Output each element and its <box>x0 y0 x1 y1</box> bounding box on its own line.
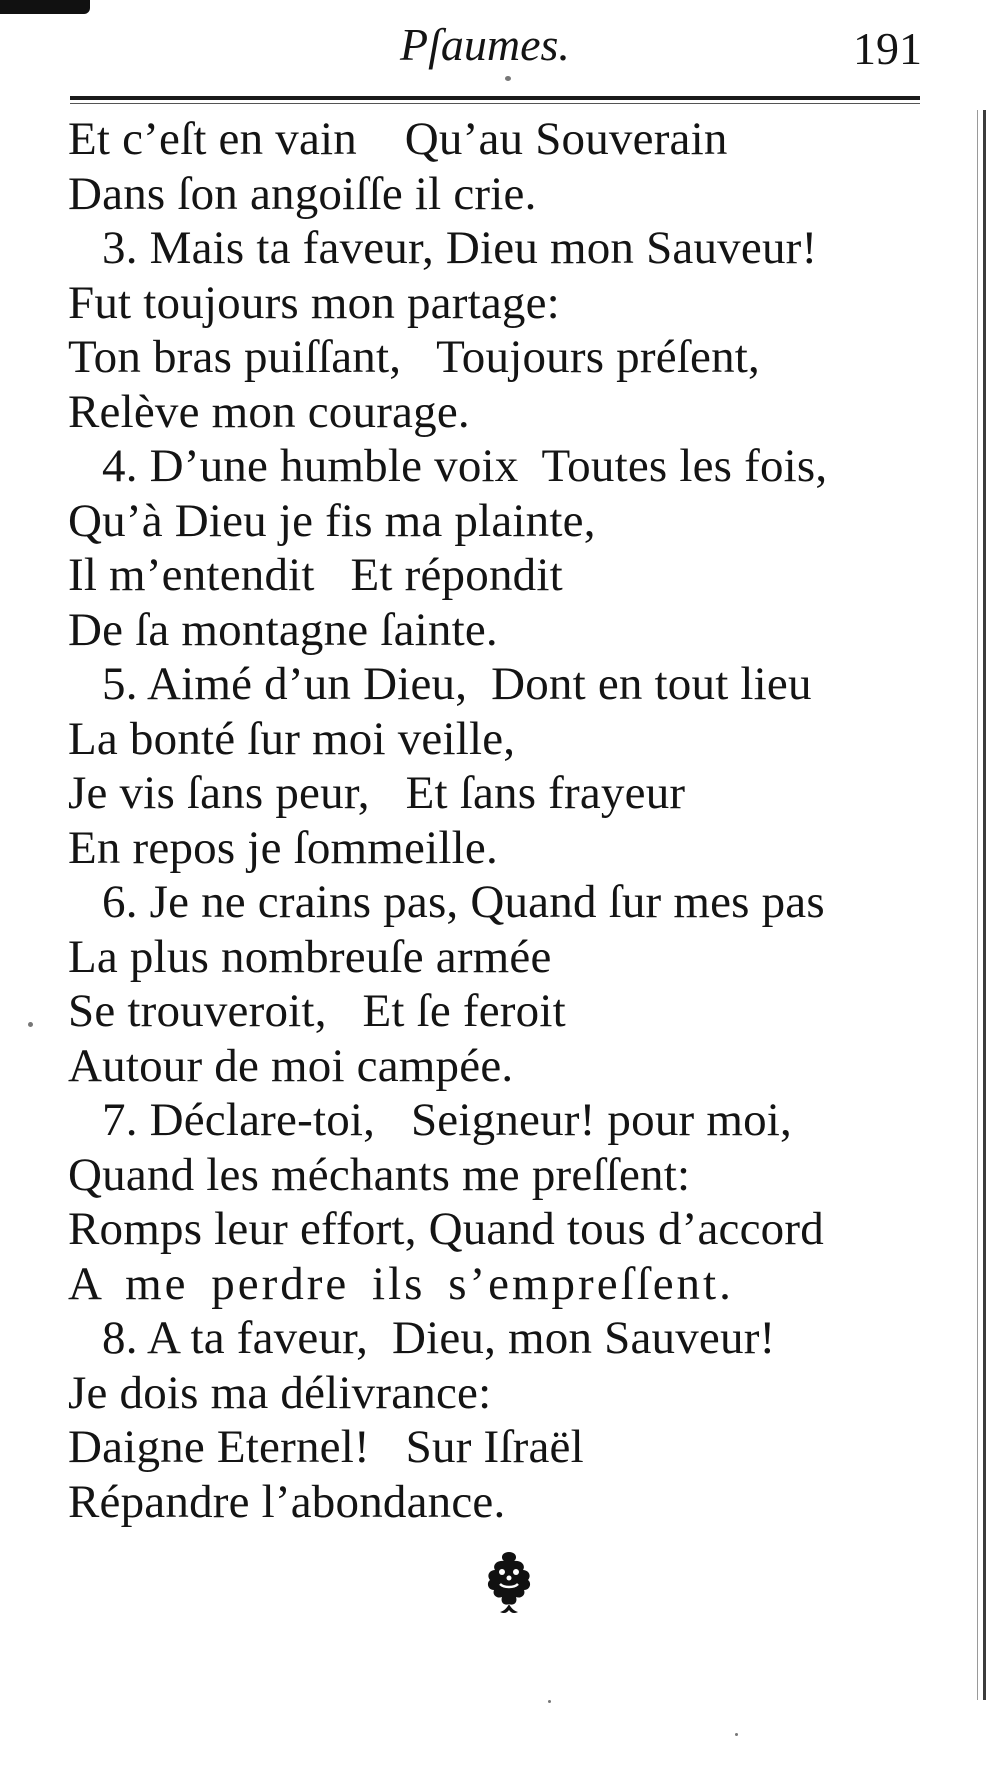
stanza-first-line: 6. Je ne crains pas, Quand ſur mes pas <box>102 876 825 928</box>
verse-line: Daigne Eternel! Sur Iſraël <box>68 1421 584 1473</box>
paper-speck <box>548 1700 551 1703</box>
page-edge-line-thin <box>977 110 978 1700</box>
verse-line: Relève mon courage. <box>68 385 470 438</box>
stanza-first-line: 7. Déclare-toi, Seigneur! pour moi, <box>102 1094 793 1146</box>
verse-line: La bonté ſur moi veille, <box>68 712 516 765</box>
verse-line: Qu’à Dieu je fis ma plainte, <box>68 494 596 547</box>
stanza-first-line: 4. D’une humble voix Toutes les fois, <box>102 440 828 492</box>
page-corner-mark <box>0 0 90 14</box>
header-rule-thin <box>70 103 920 104</box>
verse-line: Romps leur effort, Quand tous d’accord <box>68 1203 824 1255</box>
fleuron-icon <box>480 1548 538 1618</box>
paper-speck <box>735 1733 738 1736</box>
page-number: 191 <box>853 23 922 74</box>
verse-line: Se trouveroit, Et ſe feroit <box>68 985 566 1037</box>
fleuron-icon-svg <box>480 1548 538 1618</box>
stanza-first-line: 5. Aimé d’un Dieu, Dont en tout lieu <box>102 658 812 710</box>
psalm-verse-text <box>68 112 938 1529</box>
page-edge-line <box>983 110 986 1700</box>
verse-line: A me perdre ils s’empreſſent. <box>68 1257 734 1310</box>
verse-line: Fut toujours mon partage: <box>68 276 560 329</box>
verse-line: En repos je ſommeille. <box>68 821 498 874</box>
verse-line: Répandre l’abondance. <box>68 1475 506 1528</box>
verse-line: La plus nombreuſe armée <box>68 930 552 983</box>
stanza-first-line: 3. Mais ta faveur, Dieu mon Sauveur! <box>102 222 818 274</box>
verse-line: De ſa montagne ſainte. <box>68 603 498 656</box>
paper-speck <box>505 76 511 81</box>
header-rule <box>70 96 920 100</box>
verse-line: Il m’entendit Et répondit <box>68 549 563 601</box>
stanza-first-line: 8. A ta faveur, Dieu, mon Sauveur! <box>102 1312 776 1364</box>
verse-line: Quand les méchants me preſſent: <box>68 1148 691 1201</box>
verse-line: Je dois ma délivrance: <box>68 1366 492 1419</box>
verse-line: Et c’eſt en vain Qu’au Souverain <box>68 113 728 165</box>
verse-line: Autour de moi campée. <box>68 1039 514 1092</box>
paper-speck <box>28 1022 33 1027</box>
verse-line: Dans ſon angoiſſe il crie. <box>68 167 537 220</box>
verse-line: Ton bras puiſſant, Toujours préſent, <box>68 331 760 383</box>
running-title: Pſaumes. <box>400 19 570 70</box>
verse-line: Je vis ſans peur, Et ſans frayeur <box>68 767 686 819</box>
page-header <box>70 14 932 84</box>
